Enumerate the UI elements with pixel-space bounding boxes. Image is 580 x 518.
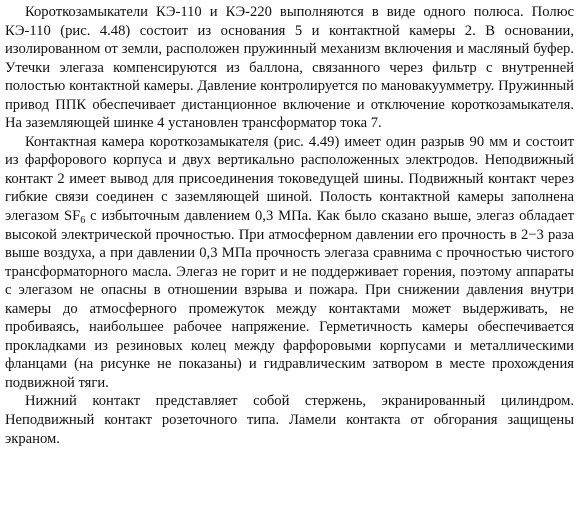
paragraph-2 bbox=[5, 133, 574, 393]
paragraph-1: Короткозамыкатели КЭ-110 и КЭ-220 выполняются в виде одного полюса. Полюс КЭ-110 (рис. 4.48) состоит из основания 5 и контактной камеры 2. В основании, изолированном от земли, расположен пружинный механизм включения и масляный буфер. Утечки элегаза компенсируются из баллона, связанного через фильтр с внутренней полостью контактной камеры. Давление контролируется по мановакуумметру. Пружинный привод ППК обеспечивает дистанционное включение и отключение короткозамыкателя. На заземляющей шинке 4 установлен трансформатор тока 7. bbox=[5, 4, 574, 132]
sf6-subscript: 6 bbox=[80, 215, 86, 227]
paragraph-2-text-before: Контактная камера короткозамыкателя (рис. 4.49) имеет один разрыв 90 мм и состоит из фарфорового корпуса и двух вертикально расположенных электродов. Неподвижный контакт 2 имеет вывод для присоединения токоведущей шины. Подвижный контакт через гибкие связи соединен с заземляющей шиной. Полость контактной камеры заполнена элегазом SF bbox=[5, 133, 574, 225]
paragraph-2-text-after: с избыточным давлением 0,3 МПа. Как было сказано выше, элегаз обладает высокой электрической прочностью. При атмосферном давлении его прочность в 2−3 раза выше воздуха, а при давлении 0,3 МПа прочность элегаза сравнима с прочностью чистого трансформаторного масла. Элегаз не горит и не поддерживает горения, поэтому аппараты с элегазом не опасны в отношении взрыва и пожара. При снижении давления внутри камеры до атмосферного промежуток между контактами может выдерживать, не пробиваясь, наибольшее рабочее напряжение. Герметичность камеры обеспечивается прокладками из резиновых колец между фарфоровыми корпусами и металлическими фланцами (на рисунке не показаны) и гидравлическим затвором в месте прохождения подвижной тяги. bbox=[5, 208, 574, 391]
paragraph-3: Нижний контакт представляет собой стержень, экранированный цилиндром. Неподвижный контакт розеточного типа. Ламели контакта от обгорания защищены экраном. bbox=[5, 393, 574, 447]
